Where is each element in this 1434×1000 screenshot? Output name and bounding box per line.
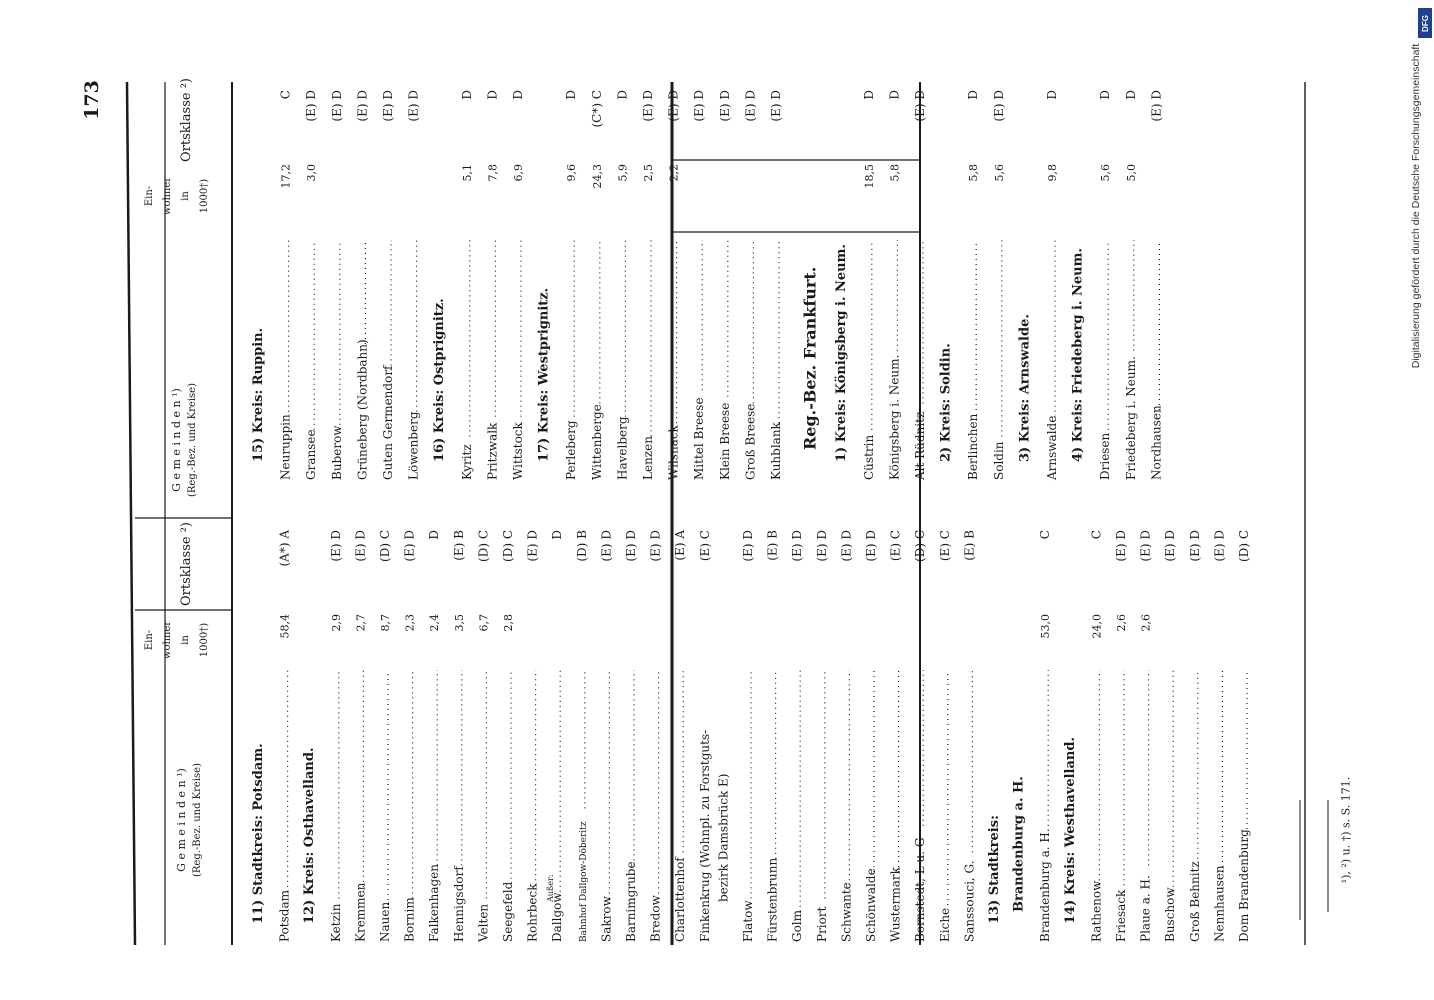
table-row xyxy=(564,90,578,480)
ortsklasse-value: (E) D xyxy=(599,530,614,562)
table-row xyxy=(511,90,525,480)
place-name: Grüneberg (Nordbahn) xyxy=(355,339,370,480)
ortsklasse-value: (E) D xyxy=(525,530,540,562)
place-name: Friesack xyxy=(1114,889,1128,942)
ortsklasse-value: (E) D xyxy=(814,530,829,562)
left-header xyxy=(144,522,210,877)
ortsklasse-value: D xyxy=(564,90,579,100)
einwohner-value: 2,3 xyxy=(403,614,417,632)
place-name: Eiche xyxy=(937,907,952,942)
einwohner-value: 2,2 xyxy=(667,164,681,182)
header-einwohner-left-1: Ein- xyxy=(144,629,155,651)
ortsklasse-value: (E) D xyxy=(741,530,755,562)
einwohner-value: 3,5 xyxy=(452,614,466,632)
table-row xyxy=(452,530,466,942)
einwohner-value: 5,6 xyxy=(992,164,1006,182)
ortsklasse-value: D xyxy=(861,90,876,100)
einwohner-value: 6,7 xyxy=(477,614,491,632)
place-name: Havelberg xyxy=(615,416,630,480)
place-name: Rohrbeck xyxy=(525,883,540,942)
place-name: Königsberg i. Neum. xyxy=(887,354,902,480)
district-heading-line2: Brandenburg a. H. xyxy=(1011,776,1027,912)
einwohner-value: 5,8 xyxy=(967,164,981,182)
table-row xyxy=(667,90,681,480)
place-name: Schönwalde xyxy=(864,868,878,942)
ortsklasse-value: (E) B xyxy=(765,530,780,561)
ortsklasse-value: D xyxy=(1098,90,1113,100)
einwohner-value: 2,4 xyxy=(428,614,442,632)
ortsklasse-value: C xyxy=(278,90,293,100)
header-einwohner-right-4: 1000†) xyxy=(199,178,210,214)
place-name: Bahnhof Dallgow-Döberitz xyxy=(578,821,589,942)
table-row xyxy=(769,90,783,480)
place-name: Bornim xyxy=(402,897,417,942)
ortsklasse-value: (D) C xyxy=(913,530,928,562)
einwohner-value: 9,8 xyxy=(1046,164,1059,182)
table-row xyxy=(790,530,804,942)
district-heading: 16) Kreis: Ostprignitz. xyxy=(432,298,448,462)
ortsklasse-value: D xyxy=(459,90,474,100)
district-heading: 2) Kreis: Soldin. xyxy=(938,343,954,462)
place-name: Bredow xyxy=(648,895,663,942)
place-name: Barnimgrube xyxy=(624,861,638,942)
table-row xyxy=(1163,530,1177,942)
table-row xyxy=(692,90,706,480)
table-row xyxy=(864,530,878,942)
ortsklasse-value: (E) C xyxy=(888,530,903,562)
ortsklasse-value: (E) D xyxy=(304,90,319,122)
table-row xyxy=(889,530,903,942)
table-row xyxy=(839,530,853,942)
ortsklasse-value: (E) D xyxy=(666,90,681,122)
section-heading xyxy=(834,244,849,462)
district-heading: 13) Stadtkreis: xyxy=(987,815,1002,924)
header-gemeinden-left: G e m e i n d e n ¹) xyxy=(175,768,188,872)
place-name: Pritzwalk xyxy=(485,422,500,480)
ortsklasse-value: D xyxy=(966,90,981,100)
einwohner-value: 8,7 xyxy=(379,614,392,632)
table-row xyxy=(673,530,687,942)
table-row xyxy=(766,530,780,942)
header-gemeinden-sub-left: (Reg.-Bez. und Kreise) xyxy=(192,763,203,877)
district-heading: 11) Stadtkreis: Potsdam. xyxy=(251,743,266,924)
place-name: Gransee xyxy=(304,429,319,480)
place-name: Priort xyxy=(814,906,829,942)
ortsklasse-value: (D) C xyxy=(476,530,491,562)
table-row xyxy=(743,90,757,480)
header-ortsklasse-left: Ortsklasse ²) xyxy=(179,521,194,607)
table-row xyxy=(546,530,564,942)
table-row xyxy=(1038,530,1052,942)
table-row xyxy=(1212,530,1226,942)
einwohner-value: 3,0 xyxy=(305,164,319,182)
table-row xyxy=(427,530,441,942)
place-name: Plaue a. H. xyxy=(1138,875,1153,942)
funding-note: Digitalisierung gefördert durch die Deutsche Forschungsgemeinschaft xyxy=(1410,43,1422,369)
table-row xyxy=(575,530,589,942)
table-row xyxy=(599,530,613,942)
ortsklasse-value: (C*) C xyxy=(589,90,604,128)
ortsklasse-value: (E) D xyxy=(717,90,732,122)
funding-side-note xyxy=(1398,0,1434,1000)
place-name: Guten Germendorf xyxy=(381,365,395,480)
table-row xyxy=(1237,530,1251,942)
table-row xyxy=(353,530,367,942)
header-einwohner-right-1: Ein- xyxy=(144,185,155,207)
ortsklasse-value: (E) D xyxy=(328,530,343,562)
table-row xyxy=(1149,90,1163,480)
table-row xyxy=(615,90,629,480)
table-row xyxy=(381,90,395,480)
einwohner-value: 5,8 xyxy=(888,164,902,182)
ortsklasse-value: (E) D xyxy=(353,530,368,562)
place-name: Finkenkrug (Wohnpl. zu Forstguts- xyxy=(697,729,712,942)
ortsklasse-value: C xyxy=(1089,530,1104,540)
einwohner-value: 5,9 xyxy=(616,164,630,182)
place-name: Wittenberge xyxy=(589,404,604,480)
table-row xyxy=(966,90,980,480)
einwohner-value: 2,9 xyxy=(329,614,343,632)
table-row xyxy=(407,90,421,480)
place-name: Soldin xyxy=(991,441,1006,480)
ortsklasse-value: (E) C xyxy=(697,530,712,562)
header-einwohner-left-2: wohner xyxy=(162,620,173,660)
place-name: Velten xyxy=(476,903,491,942)
table-row xyxy=(355,90,369,480)
district-heading: 4) Kreis: Friedeberg i. Neum. xyxy=(1070,248,1086,462)
place-name: Charlottenhof xyxy=(673,857,688,942)
place-name: Alt Rüdnitz xyxy=(913,411,927,480)
place-name: Hennigsdorf xyxy=(451,866,466,942)
place-name: Rathenow xyxy=(1089,880,1104,942)
ortsklasse-value: D xyxy=(1123,90,1138,100)
einwohner-value: 5,1 xyxy=(460,164,474,182)
section-heading xyxy=(432,298,447,462)
ortsklasse-value: (E) D xyxy=(624,530,638,562)
header-einwohner-left-3: in xyxy=(180,635,191,645)
ortsklasse-value: (E) D xyxy=(743,90,758,122)
district-heading: 14) Kreis: Westhavelland. xyxy=(1062,737,1078,924)
section-heading xyxy=(1071,248,1086,462)
einwohner-value: 9,6 xyxy=(565,164,579,182)
section-heading xyxy=(987,776,1027,924)
place-name: Flatow xyxy=(741,900,755,942)
place-name: Wilsnack xyxy=(666,425,681,480)
place-name: Buberow xyxy=(329,425,344,480)
district-heading: 3) Kreis: Arnswalde. xyxy=(1017,314,1033,462)
table-row xyxy=(1124,90,1138,480)
place-name: Löwenberg xyxy=(406,411,421,480)
table-row xyxy=(278,530,292,942)
place-name: Driesen xyxy=(1098,432,1113,480)
table-row xyxy=(815,530,829,942)
table-row xyxy=(1098,90,1112,480)
section-heading xyxy=(251,328,266,462)
place-name: Lenzen xyxy=(641,436,655,480)
table-row xyxy=(330,90,344,480)
table-row xyxy=(590,90,604,480)
table-row xyxy=(304,90,318,480)
place-name: Fürstenbrunn xyxy=(765,857,780,942)
page-number: 173 xyxy=(81,80,103,120)
table-row xyxy=(698,530,731,942)
table-row xyxy=(1114,530,1128,942)
place-name: Cüstrin xyxy=(861,434,876,480)
section-heading xyxy=(1017,314,1032,462)
table-row xyxy=(1188,530,1202,942)
table-row xyxy=(741,530,755,942)
ortsklasse-value: (E) D xyxy=(913,90,927,122)
einwohner-value: 5,6 xyxy=(1099,164,1113,182)
table-row xyxy=(641,90,655,480)
place-name: Klein Breese xyxy=(717,402,732,480)
rotated-page xyxy=(81,78,1305,945)
section-heading xyxy=(537,288,552,462)
einwohner-value: 18,5 xyxy=(862,164,876,189)
table-row xyxy=(378,530,392,942)
einwohner-value: 2,7 xyxy=(354,614,368,632)
ortsklasse-value: (E) A xyxy=(673,530,688,561)
ortsklasse-value: (A*) A xyxy=(277,530,292,567)
table-row xyxy=(862,90,876,480)
row-note: Außer: xyxy=(546,874,556,902)
einwohner-value: 24,3 xyxy=(590,164,604,189)
place-name: Kuhblank xyxy=(769,422,783,480)
ortsklasse-value: (E) D xyxy=(991,90,1006,122)
ortsklasse-value: (E) D xyxy=(329,90,344,122)
header-gemeinden-sub-right: (Reg.-Bez. und Kreise) xyxy=(187,383,198,497)
ortsklasse-value: (E) D xyxy=(402,530,417,562)
table-row xyxy=(718,90,732,480)
header-ortsklasse-right: Ortsklasse ²) xyxy=(179,77,194,163)
place-name: Nordhausen xyxy=(1149,405,1164,480)
einwohner-value: 17,2 xyxy=(279,164,293,189)
table-row xyxy=(962,530,976,942)
ortsklasse-value: (E) D xyxy=(864,530,878,562)
einwohner-value: 58,4 xyxy=(278,614,292,639)
ortsklasse-value: (D) C xyxy=(501,530,515,562)
ortsklasse-value: (E) D xyxy=(406,90,421,122)
ortsklasse-value: D xyxy=(1045,90,1059,100)
district-heading: 17) Kreis: Westprignitz. xyxy=(536,287,552,462)
regbez-heading: Reg.-Bez. Frankfurt. xyxy=(800,266,820,450)
table-row xyxy=(624,530,638,942)
ortsklasse-value: (E) C xyxy=(937,530,952,562)
einwohner-value: 2,8 xyxy=(502,614,515,632)
ortsklasse-value: (D) B xyxy=(574,530,589,562)
place-name: Potsdam xyxy=(277,889,292,942)
ortsklasse-value: (E) D xyxy=(839,530,854,562)
left-table-body xyxy=(251,530,1251,943)
ortsklasse-value: (D) C xyxy=(378,530,392,562)
ortsklasse-value: D xyxy=(427,530,442,540)
district-heading: 15) Kreis: Ruppin. xyxy=(251,327,266,462)
ortsklasse-value: (E) D xyxy=(641,90,655,122)
ortsklasse-value: D xyxy=(887,90,902,100)
place-name: Arnswalde xyxy=(1045,415,1059,480)
ortsklasse-value: (E) D xyxy=(381,90,395,122)
table-row xyxy=(485,90,499,480)
ortsklasse-value: (E) D xyxy=(1163,530,1178,562)
district-heading: 1) Kreis: Königsberg i. Neum. xyxy=(834,244,850,462)
place-name: Nennhausen xyxy=(1212,865,1227,942)
right-table-body xyxy=(251,90,1163,481)
ortsklasse-value: (E) B xyxy=(962,530,977,561)
place-name: Dallgow xyxy=(550,892,565,942)
table-row xyxy=(938,530,952,942)
ortsklasse-value: (E) D xyxy=(790,530,805,562)
place-name: Friedeberg i. Neum. xyxy=(1123,356,1138,480)
ortsklasse-value: D xyxy=(550,530,565,540)
table-row xyxy=(1045,90,1059,481)
table-row xyxy=(403,530,417,942)
place-name: Neuruppin xyxy=(278,414,293,480)
einwohner-value: 5,0 xyxy=(1124,164,1138,182)
table-row xyxy=(476,530,490,943)
ortsklasse-value: C xyxy=(1038,530,1053,540)
table-row xyxy=(887,90,901,480)
place-name: Sakrow xyxy=(599,896,614,942)
place-name: Berlinchen xyxy=(966,413,981,480)
place-name: Wustermark xyxy=(888,867,903,942)
einwohner-value: 6,9 xyxy=(512,164,525,182)
header-einwohner-left-4: 1000†) xyxy=(199,622,210,658)
einwohner-value: 2,6 xyxy=(1139,614,1153,632)
ortsklasse-value: D xyxy=(485,90,500,100)
ortsklasse-value: (E) D xyxy=(1149,90,1164,122)
right-header xyxy=(144,78,210,497)
ortsklasse-value: D xyxy=(615,90,630,100)
einwohner-value: 2,6 xyxy=(1115,614,1128,632)
ortsklasse-value: (D) C xyxy=(1237,530,1251,562)
place-name: Brandenburg a. H. xyxy=(1038,828,1053,942)
header-einwohner-right-2: wohner xyxy=(162,176,173,216)
place-name: Groß Behnitz xyxy=(1187,861,1202,942)
table-row xyxy=(526,530,540,942)
place-name: Ketzin xyxy=(328,903,343,942)
header-einwohner-right-3: in xyxy=(180,191,191,201)
table-row xyxy=(501,530,515,942)
ortsklasse-value: (E) B xyxy=(451,530,466,561)
table-row xyxy=(649,530,663,942)
place-name: Golm xyxy=(790,909,805,942)
ortsklasse-value: (E) D xyxy=(355,90,370,122)
place-name: Kremmen xyxy=(353,882,368,942)
einwohner-value: 2,5 xyxy=(642,164,655,182)
ortsklasse-value: (E) D xyxy=(1114,530,1128,562)
ortsklasse-value: D xyxy=(511,90,525,100)
table-row xyxy=(992,90,1006,480)
place-name: Mittel Breese xyxy=(692,397,707,480)
table-row xyxy=(460,90,474,480)
section-heading xyxy=(939,343,954,462)
place-name: Schwante xyxy=(839,882,854,942)
table-row xyxy=(1089,530,1103,942)
district-heading: 12) Kreis: Osthavelland. xyxy=(302,747,318,924)
place-name: Sanssouci, G. xyxy=(962,860,977,942)
section-heading xyxy=(302,748,317,924)
einwohner-value: 7,8 xyxy=(486,164,500,182)
section-heading xyxy=(1063,737,1078,924)
table-row xyxy=(329,530,343,942)
place-name: Perleberg xyxy=(564,420,579,480)
place-name-line2: bezirk Damsbrück E) xyxy=(716,773,731,902)
header-gemeinden-right: G e m e i n d e n ¹) xyxy=(170,388,183,492)
einwohner-value: 53,0 xyxy=(1039,614,1053,639)
place-name: Falkenhagen xyxy=(427,864,442,942)
place-name: Nauen xyxy=(378,901,392,942)
section-heading xyxy=(801,267,820,450)
place-name: Kyritz xyxy=(459,444,474,480)
table-row xyxy=(279,90,293,480)
ortsklasse-value: (E) D xyxy=(1212,530,1227,562)
ortsklasse-value: (E) D xyxy=(1138,530,1153,562)
place-name: Dom Brandenburg xyxy=(1237,829,1251,942)
ortsklasse-value: (E) D xyxy=(1187,530,1202,562)
footnote-text: ¹), ²) u. †) s. S. 171. xyxy=(1339,776,1353,884)
place-name: Groß Breese xyxy=(743,403,758,480)
place-name: Wittstock xyxy=(511,422,525,480)
table-row xyxy=(1139,530,1153,942)
ortsklasse-value: (E) D xyxy=(769,90,783,122)
place-name: Buschow xyxy=(1163,887,1178,942)
dfg-logo: DFG xyxy=(1418,8,1432,38)
ortsklasse-value: (E) D xyxy=(692,90,707,122)
ortsklasse-value: (E) D xyxy=(648,530,663,562)
place-name: Bornstedt, L u. G xyxy=(913,837,928,942)
section-heading xyxy=(251,743,266,924)
einwohner-value: 24,0 xyxy=(1090,614,1104,639)
place-name: Seegefeld xyxy=(501,881,515,942)
